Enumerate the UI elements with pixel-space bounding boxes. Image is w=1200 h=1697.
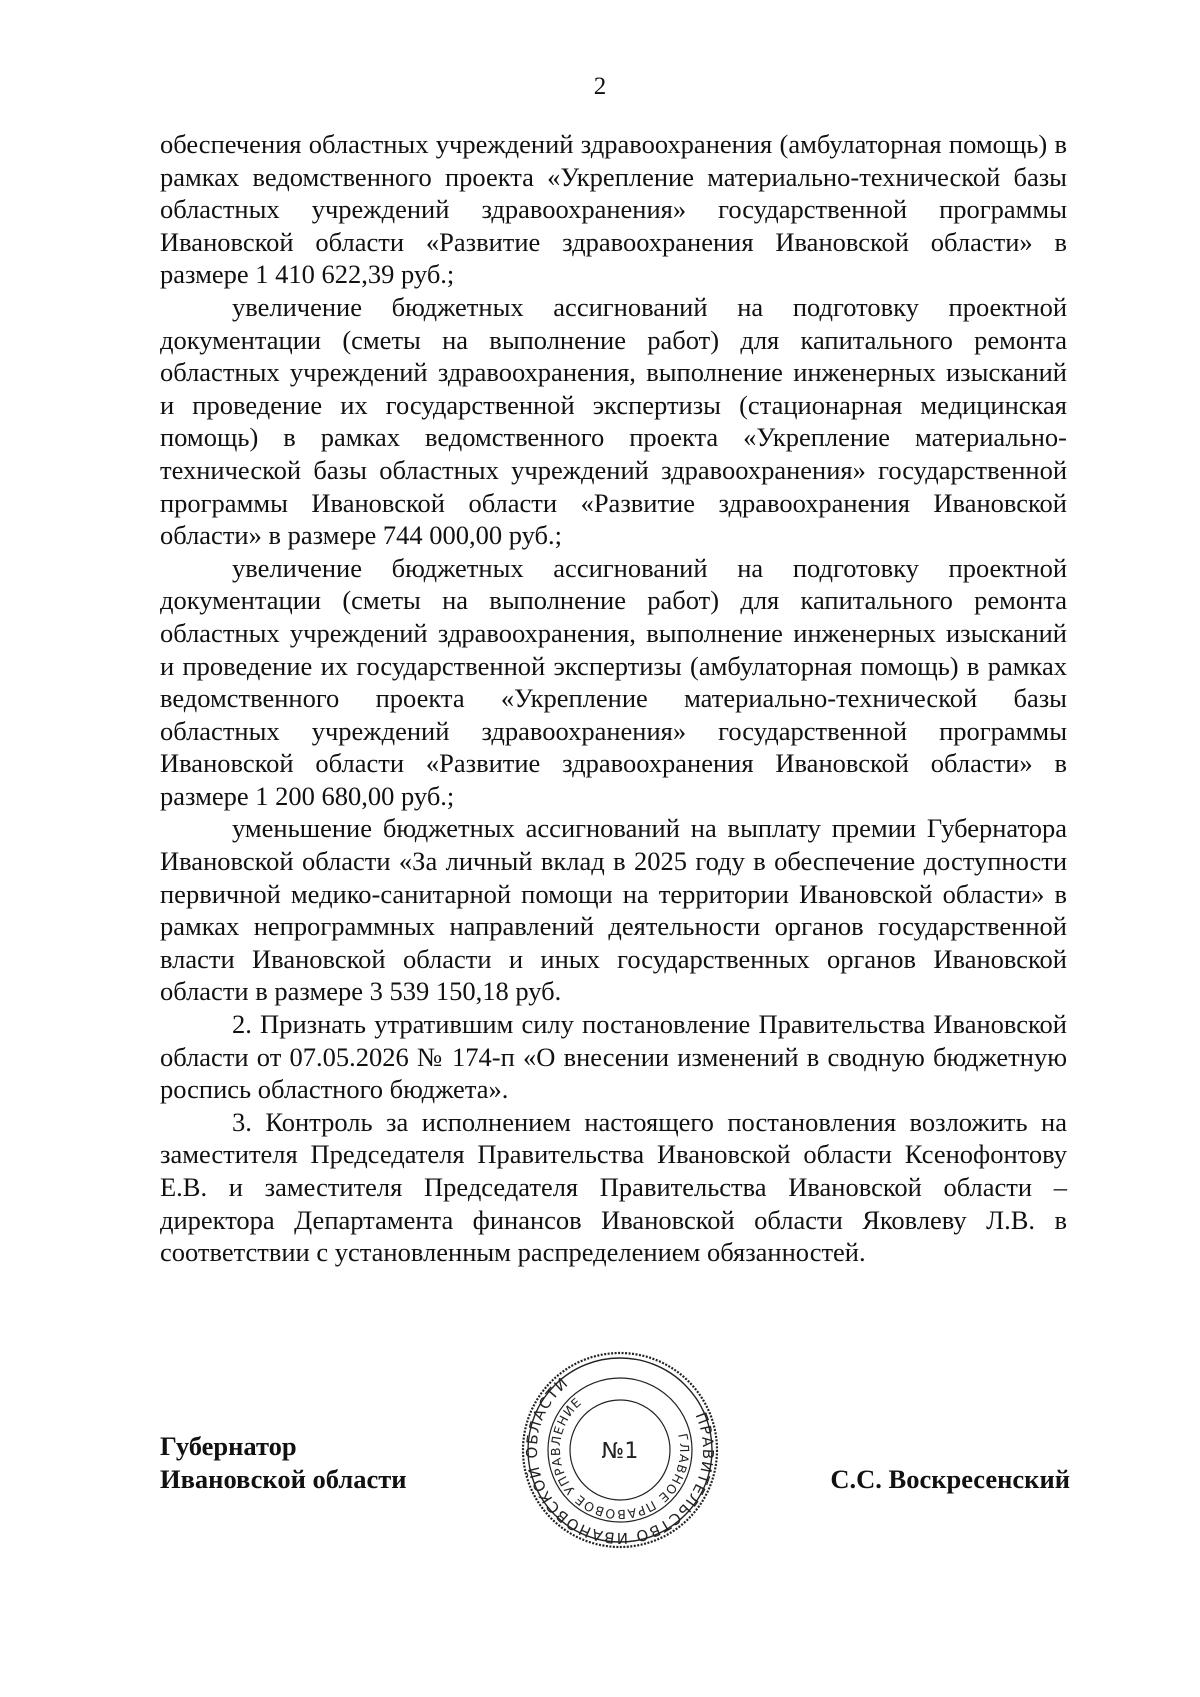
paragraph-continuation: обеспечения областных учреждений здравоохранения (амбулаторная помощь) в рамках ведомственного проекта «Укрепление материально-технической базы областных учреждений здравоохранения» государственной программы Ивановской области «Развитие здравоохранения Ивановской области» в размере 1 410 622,39 руб.; [160, 129, 1067, 290]
signatory-position-line2: Ивановской области [160, 1463, 407, 1494]
paragraph-item-2: 2. Признать утратившим силу постановление Правительства Ивановской области от 07.05.2026 № 174-п «О внесении изменений в сводную бюджетную роспись областного бюджета». [160, 1009, 1067, 1105]
stamp-seal-icon [520, 1350, 720, 1550]
paragraph-design-docs-outpatient: увеличение бюджетных ассигнований на подготовку проектной документации (сметы на выполнение работ) для капитального ремонта областных учреждений здравоохранения, выполнение инженерных изысканий и проведение их государственной экспертизы (амбулаторная помощь) в рамках ведомственного проекта «Укрепление материально-технической базы областных учреждений здравоохранения» государственной программы Ивановской области «Развитие здравоохранения Ивановской области» в размере 1 200 680,00 руб.; [160, 552, 1067, 811]
paragraph-item-3: 3. Контроль за исполнением настоящего постановления возложить на заместителя Председателя Правительства Ивановской области Ксенофонтову Е.В. и заместителя Председателя Правительства Ивановской области – директора Департамента финансов Ивановской области Яковлеву Л.В. в соответствии с установленным распределением обязанностей. [160, 1106, 1067, 1268]
signatory-position-line1: Губернатор [160, 1431, 297, 1461]
signatory-name: С.С. Воскресенский [830, 1464, 1070, 1494]
document-body [160, 128, 1067, 1269]
page-number: 2 [593, 73, 607, 100]
signatory-position [160, 1430, 407, 1495]
official-stamp [520, 1350, 720, 1550]
stamp-inner-text: ГЛАВНОЕ ПРАВОВОЕ УПРАВЛЕНИЕ [547, 1394, 693, 1523]
paragraph-governor-award: уменьшение бюджетных ассигнований на выплату премии Губернатора Ивановской области «За личный вклад в 2025 году в обеспечение доступности первичной медико-санитарной помощи на территории Ивановской области» в рамках непрограммных направлений деятельности органов государственной власти Ивановской области и иных государственных органов Ивановской области в размере 3 539 150,18 руб. [160, 813, 1067, 1007]
paragraph-design-docs-inpatient: увеличение бюджетных ассигнований на подготовку проектной документации (сметы на выполнение работ) для капитального ремонта областных учреждений здравоохранения, выполнение инженерных изысканий и проведение их государственной экспертизы (стационарная медицинская помощь) в рамках ведомственного проекта «Укрепление материально-технической базы областных учреждений здравоохранения» государственной программы Ивановской области «Развитие здравоохранения Ивановской области» в размере 744 000,00 руб.; [160, 291, 1067, 551]
stamp-number: №1 [601, 1439, 639, 1464]
stamp-outer-text: ПРАВИТЕЛЬСТВО ИВАНОВСКОЙ ОБЛАСТИ [522, 1373, 718, 1548]
